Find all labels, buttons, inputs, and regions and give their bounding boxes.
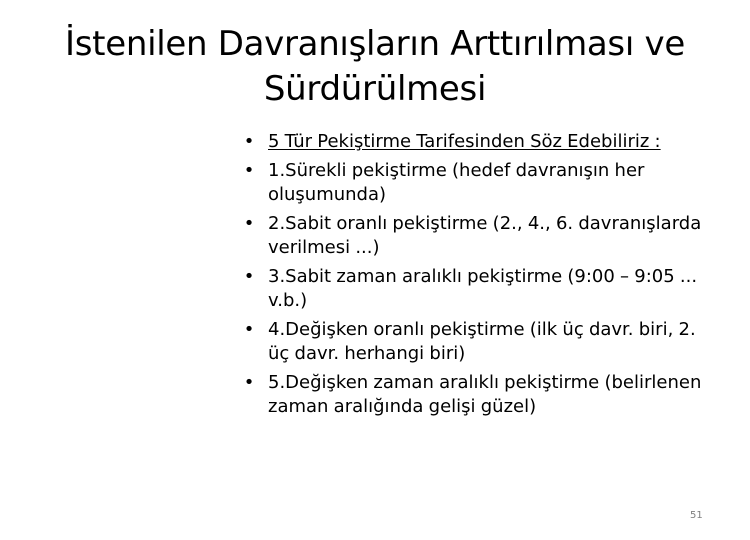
- bullet-item-continuous: [240, 159, 720, 208]
- bullet-dot-icon: •: [243, 131, 255, 152]
- title-line-1: İstenilen Davranışların Arttırılması ve: [65, 24, 685, 64]
- bullet-dot-icon: •: [243, 318, 255, 340]
- title-line-2: Sürdürülmesi: [263, 69, 487, 109]
- bullet-dot-icon: •: [243, 371, 255, 393]
- bullet-item-fixed-ratio: [240, 212, 720, 261]
- bullet-dot-icon: •: [243, 212, 255, 234]
- bullet-item-intro: [240, 130, 720, 155]
- bullet-item-fixed-interval: [240, 265, 720, 314]
- bullet-list: [240, 130, 720, 424]
- bullet-text: 2.Sabit oranlı pekiştirme (2., 4., 6. davranışlarda verilmesi ...): [268, 212, 702, 258]
- bullet-dot-icon: •: [243, 159, 255, 181]
- bullet-text: 4.Değişken oranlı pekiştirme (ilk üç davr. biri, 2. üç davr. herhangi biri): [268, 318, 696, 364]
- bullet-text: 5.Değişken zaman aralıklı pekiştirme (belirlenen zaman aralığında gelişi güzel): [268, 371, 702, 417]
- bullet-text: 3.Sabit zaman aralıklı pekiştirme (9:00 – 9:05 ... v.b.): [268, 265, 698, 311]
- bullet-dot-icon: •: [243, 265, 255, 287]
- page-number: 51: [690, 510, 703, 521]
- bullet-text: 5 Tür Pekiştirme Tarifesinden Söz Edebiliriz :: [268, 131, 661, 152]
- slide-title: [0, 22, 750, 112]
- bullet-item-variable-interval: [240, 371, 720, 420]
- bullet-text: 1.Sürekli pekiştirme (hedef davranışın her oluşumunda): [268, 159, 645, 205]
- bullet-item-variable-ratio: [240, 318, 720, 367]
